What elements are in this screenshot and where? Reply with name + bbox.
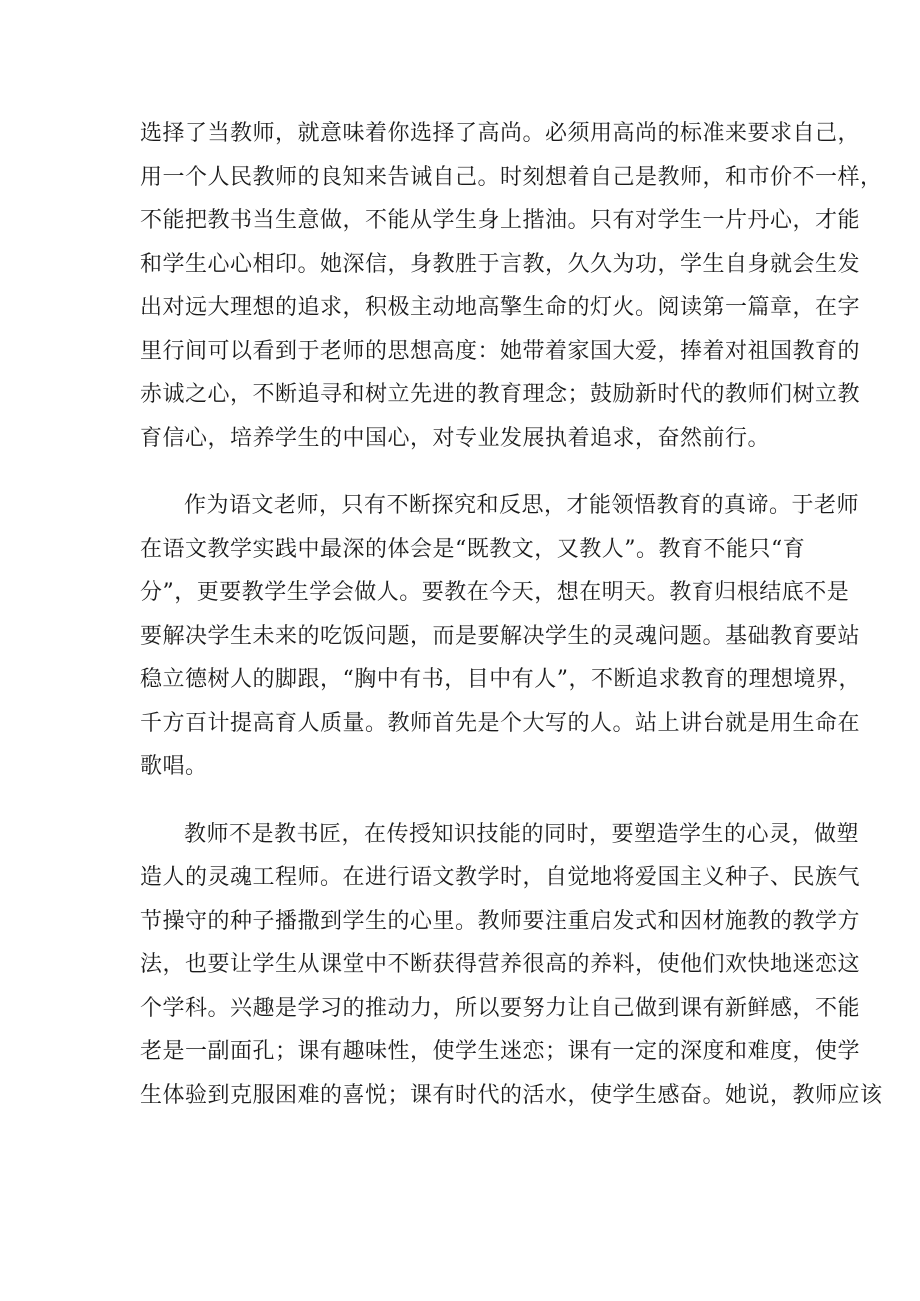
text-line: 法，也要让学生从课堂中不断获得营养很高的养料，使他们欢快地迷恋这 (140, 952, 861, 977)
text-line: 老是一副面孔；课有趣味性，使学生迷恋；课有一定的深度和难度，使学 (140, 1039, 861, 1064)
paragraph-gap (140, 789, 800, 813)
document-body (140, 112, 883, 1117)
text-line: 不能把教书当生意做，不能从学生身上揩油。只有对学生一片丹心，才能 (140, 208, 861, 233)
text-line: 歌唱。 (140, 754, 208, 779)
text-line: 出对远大理想的追求，积极主动地高擎生命的灯火。阅读第一篇章，在字 (140, 295, 861, 320)
paragraph-gap (140, 460, 800, 484)
text-line: 里行间可以看到于老师的思想高度：她带着家国大爱，捧着对祖国教育的 (140, 338, 861, 364)
text-line: 造人的灵魂工程师。在进行语文教学时，自觉地将爱国主义种子、民族气 (140, 865, 861, 890)
paragraph-1 (140, 112, 883, 460)
text-line: 生体验到克服困难的喜悦；课有时代的活水，使学生感奋。她说，教师应该 (140, 1082, 883, 1108)
text-line: 教师不是教书匠，在传授知识技能的同时，要塑造学生的心灵，做塑 (184, 821, 860, 847)
paragraph-3 (140, 813, 883, 1118)
text-line: 用一个人民教师的良知来告诫自己。时刻想着自己是教师，和市价不一样， (140, 164, 883, 190)
paragraph-2 (140, 484, 861, 789)
text-line: 选择了当教师，就意味着你选择了高尚。必须用高尚的标准来要求自己， (140, 121, 861, 146)
text-line: 作为语文老师，只有不断探究和反思，才能领悟教育的真谛。于老师 (184, 493, 860, 518)
text-line: 节操守的种子播撒到学生的心里。教师要注重启发式和因材施教的教学方 (140, 908, 861, 934)
text-line: 稳立德树人的脚跟，“胸中有书，目中有人”，不断追求教育的理想境界， (140, 667, 861, 692)
text-line: 赤诚之心，不断追寻和树立先进的教育理念；鼓励新时代的教师们树立教 (140, 382, 861, 407)
text-line: 和学生心心相印。她深信，身教胜于言教，久久为功，学生自身就会生发 (140, 251, 861, 277)
text-line: 千方百计提高育人质量。教师首先是个大写的人。站上讲台就是用生命在 (140, 710, 861, 736)
text-line: 分”，更要教学生学会做人。要教在今天，想在明天。教育归根结底不是 (140, 580, 850, 605)
text-line: 育信心，培养学生的中国心，对专业发展执着追求，奋然前行。 (140, 425, 771, 451)
text-line: 个学科。兴趣是学习的推动力，所以要努力让自己做到课有新鲜感，不能 (140, 995, 861, 1021)
text-line: 要解决学生未来的吃饭问题，而是要解决学生的灵魂问题。基础教育要站 (140, 623, 861, 649)
text-line: 在语文教学实践中最深的体会是“既教文，又教人”。教育不能只“育 (140, 536, 806, 562)
